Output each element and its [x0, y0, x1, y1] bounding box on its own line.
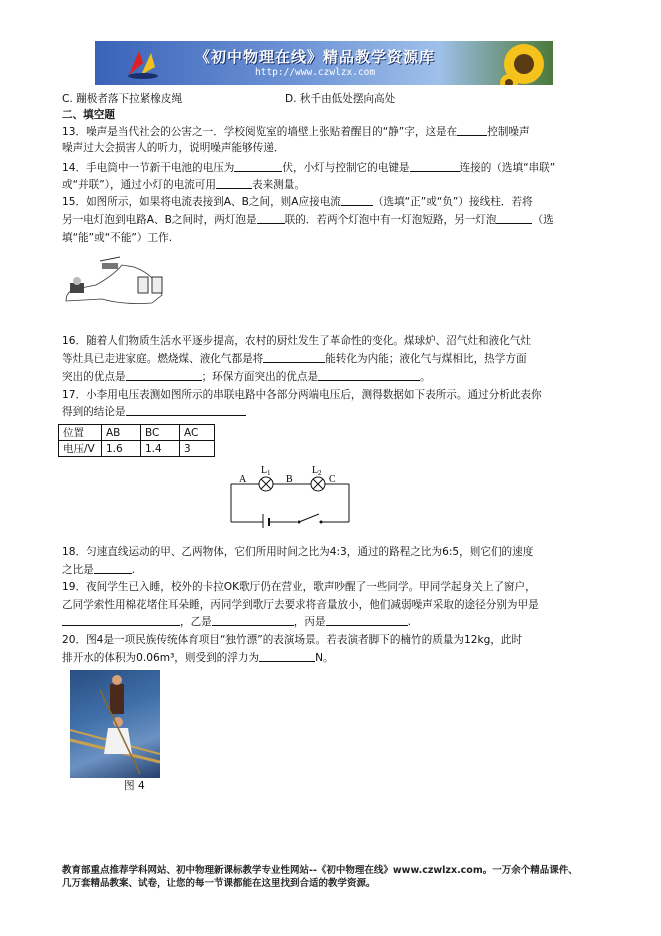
- section-title: 二、填空题: [62, 109, 115, 121]
- series-circuit-diagram: [225, 462, 355, 528]
- figure-caption: 图 4: [124, 780, 145, 792]
- answer-blank[interactable]: [94, 562, 132, 574]
- switch-icon: [299, 514, 319, 522]
- answer-blank[interactable]: [263, 351, 325, 363]
- question-20: 20．图4是一项民族传统体育项目“独竹漂”的表演场景。若表演者脚下的楠竹的质量为12kg，此时: [62, 634, 523, 646]
- option-c: C. 蹦极者落下拉紧橡皮绳: [62, 93, 183, 105]
- answer-blank[interactable]: [216, 177, 252, 189]
- battery-icon: [138, 277, 148, 293]
- answer-blank[interactable]: [496, 212, 532, 224]
- answer-blank[interactable]: [318, 369, 420, 381]
- table-row: [59, 425, 215, 441]
- option-d: D. 秋千由低处摆向高处: [285, 93, 396, 105]
- answer-blank[interactable]: [326, 614, 408, 626]
- answer-blank[interactable]: [259, 650, 315, 662]
- header-banner: [95, 41, 553, 85]
- question-15: 15．如图所示，如果将电流表接到A、B之间，则A应接电流 （选填“正”或“负”）接线柱．若将: [62, 196, 533, 208]
- sunflower-icon: [499, 41, 549, 85]
- rafting-figure-icon: [70, 670, 160, 778]
- answer-blank[interactable]: [410, 160, 460, 172]
- label-c: C: [329, 474, 336, 485]
- footer-line-1: 教育部重点推荐学科网站、初中物理新课标教学专业性网站--《初中物理在线》www.czwlzx.com。一万余个精品课件、: [62, 865, 578, 876]
- bamboo-rafting-photo: [70, 670, 160, 778]
- table-cell: 位置: [59, 425, 102, 441]
- question-19: 19．夜间学生已入睡，校外的卡拉OK歌厅仍在营业，歌声吵醒了一些同学。甲同学起身关上了窗户，: [62, 581, 536, 593]
- voltage-table: [58, 424, 215, 457]
- banner-title: 《初中物理在线》精品教学资源库: [195, 48, 436, 66]
- table-cell: 1.6: [102, 441, 141, 457]
- question-13: 13．噪声是当代社会的公害之一．学校阅览室的墙壁上张贴着醒目的“静”字，这是在 控制噪声: [62, 126, 530, 138]
- label-a: A: [239, 474, 247, 485]
- question-18: 18．匀速直线运动的甲、乙两物体，它们所用时间之比为4:3，通过的路程之比为6:5，则它们的速度: [62, 546, 534, 558]
- question-16-cont: 等灶具已走进家庭。燃烧煤、液化气都是将 能转化为内能；液化气与煤相比，热学方面: [62, 353, 527, 365]
- question-15-cont2: 填“能”或“不能”）工作.: [62, 232, 173, 244]
- answer-blank[interactable]: [257, 212, 285, 224]
- answer-blank[interactable]: [62, 614, 180, 626]
- question-16: 16．随着人们物质生活水平逐步提高，农村的厨灶发生了革命性的变化。煤球炉、沼气灶和液化气灶: [62, 335, 532, 347]
- label-l2-sub: 2: [318, 469, 322, 477]
- label-l1: L: [261, 465, 268, 476]
- table-cell: BC: [141, 425, 180, 441]
- table-cell: 3: [180, 441, 215, 457]
- answer-blank[interactable]: [234, 160, 282, 172]
- switch-icon: [102, 263, 118, 269]
- question-20-cont: 排开水的体积为0.06m³，则受到的浮力为 N。: [62, 652, 334, 664]
- table-cell: 电压/V: [59, 441, 102, 457]
- banner-url[interactable]: http://www.czwlzx.com: [255, 67, 376, 78]
- question-14: 14．手电筒中一节新干电池的电压为 伏，小灯与控制它的电键是 连接的（选填“串联”: [62, 162, 556, 174]
- question-17: 17．小李用电压表测如图所示的串联电路中各部分两端电压后，测得数据如下表所示。通过分析此表你: [62, 389, 542, 401]
- answer-blank[interactable]: [126, 404, 246, 416]
- question-19-cont: 乙同学索性用棉花堵住耳朵睡，丙同学到歌厅去要求将音量放小，他们减弱噪声采取的途径分别为甲是: [62, 599, 539, 611]
- table-row: [59, 441, 215, 457]
- question-19-cont2: ，乙是 ，丙是 .: [62, 614, 411, 629]
- question-14-cont: 或“并联”），通过小灯的电流可用 表来测量。: [62, 179, 305, 191]
- question-18-cont: 之比是 .: [62, 564, 136, 576]
- answer-blank[interactable]: [341, 194, 373, 206]
- site-logo-icon: [125, 45, 161, 81]
- question-15-cont: 另一电灯泡到电路A、B之间时，两灯泡是 联的．若两个灯泡中有一灯泡短路，另一灯泡 （选: [62, 214, 554, 226]
- footer-line-2: 几万套精品教案、试卷，让您的每一节课都能在这里找到合适的教学资源。: [62, 878, 376, 889]
- table-cell: 1.4: [141, 441, 180, 457]
- table-cell: AB: [102, 425, 141, 441]
- question-17-cont: 得到的结论是: [62, 404, 246, 419]
- answer-blank[interactable]: [126, 369, 202, 381]
- answer-blank[interactable]: [457, 124, 487, 136]
- page-footer: [62, 864, 617, 890]
- circuit-photo-figure: [62, 255, 174, 307]
- battery-icon: [152, 277, 162, 293]
- table-cell: AC: [180, 425, 215, 441]
- answer-blank[interactable]: [212, 614, 294, 626]
- question-16-cont2: 突出的优点是 ；环保方面突出的优点是 。: [62, 371, 431, 383]
- label-b: B: [286, 474, 293, 485]
- label-l1-sub: 1: [267, 469, 271, 477]
- label-l2: L: [312, 465, 319, 476]
- question-13-cont: 噪声过大会损害人的听力，说明噪声能够传递．: [62, 142, 285, 154]
